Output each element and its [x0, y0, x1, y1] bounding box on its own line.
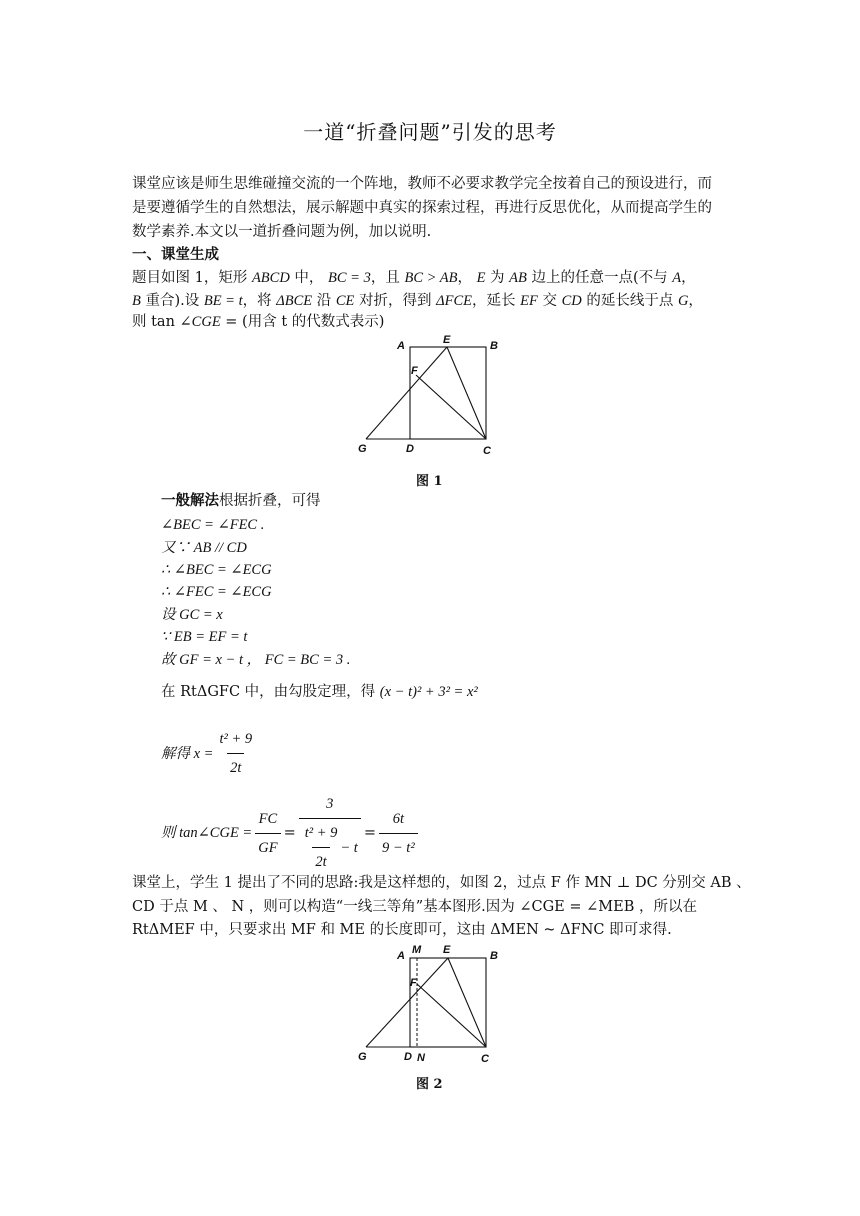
- segment-fc: [416, 375, 486, 439]
- student-line-2: CD 于点 M 、 N ，则可以构造“一线三等角”基本图形.因为 ∠CGE = ∠MEB ，所以在: [132, 899, 697, 915]
- label-c: C: [483, 445, 491, 457]
- solve-line: 解得 x = $\frac{\text{t² + 9}}{2t}$: [161, 727, 258, 780]
- rectangle-abcd: [410, 347, 486, 439]
- problem-line-2: B 重合).设 BE = t，将 ΔBCE 沿 CE 对折，得到 ΔFCE，延长 EF 交 CD 的延长线于点 G，: [132, 293, 703, 309]
- solution-line-7: 故 GF = x − t ， FC = BC = 3 .: [161, 652, 351, 668]
- segment-ec: [447, 347, 486, 439]
- label-m: M: [412, 944, 422, 956]
- figure-2: [352, 938, 512, 1068]
- label-b: B: [490, 950, 498, 962]
- pythagoras-line: 在 RtΔGFC 中，由勾股定理，得 (x − t)² + 3² = x²: [161, 684, 478, 700]
- intro-line-2: 是要遵循学生的自然想法，展示解题中真实的探索过程，再进行反思优化，从而提高学生的: [132, 200, 712, 216]
- solution-heading: 一般解法根据折叠，可得: [161, 492, 321, 509]
- intro-line-3: 数学素养.本文以一道折叠问题为例，加以说明.: [132, 224, 432, 240]
- label-f: F: [410, 977, 417, 989]
- tan-line: 则 tan∠CGE = $\frac{FC}{GF}$ = 3 $\frac{\text{t² + 9}}{2t}$ − t = $\frac{6t}{\text{9 − t²}}$: [161, 792, 421, 874]
- intro-line-1: 课堂应该是师生思维碰撞交流的一个阵地，教师不必要求教学完全按着自己的预设进行，而: [132, 176, 712, 192]
- rectangle-abcd: [410, 958, 486, 1047]
- label-f: F: [411, 365, 418, 377]
- label-a: A: [397, 340, 405, 352]
- problem-line-3: 则 tan ∠CGE = (用含 t 的代数式表示): [132, 314, 385, 330]
- label-g: G: [358, 1051, 367, 1063]
- label-b: B: [490, 340, 498, 352]
- tan-inner-fraction: $\frac{\text{t² + 9}}{2t}$: [302, 821, 341, 874]
- label-e: E: [443, 334, 451, 346]
- tan-fraction-2: 3 $\frac{\text{t² + 9}}{2t}$ − t: [299, 792, 361, 874]
- solution-line-1: ∠BEC = ∠FEC .: [161, 517, 265, 533]
- label-c: C: [481, 1053, 489, 1065]
- tan-fraction-1: $\frac{FC}{GF}$: [255, 807, 280, 860]
- problem-line-1: 题目如图 1，矩形 ABCD 中， BC = 3，且 BC > AB， E 为 AB 边上的任意一点(不与 A，: [132, 270, 696, 286]
- solution-line-6: ∵ EB = EF = t: [161, 629, 248, 645]
- section-heading: 一、课堂生成: [132, 246, 219, 263]
- solution-line-5: 设 GC = x: [161, 607, 223, 623]
- label-d: D: [406, 443, 414, 455]
- label-a: A: [397, 950, 405, 962]
- student-line-3: RtΔMEF 中，只要求出 MF 和 ME 的长度即可，这由 ΔMEN ~ ΔFNC 即可求得.: [132, 922, 672, 938]
- solve-fraction: $\frac{\text{t² + 9}}{2t}$: [216, 727, 255, 780]
- page-title: 一道“折叠问题”引发的思考: [303, 120, 557, 144]
- segment-ge: [366, 958, 448, 1047]
- label-n: N: [417, 1052, 425, 1064]
- figure-1: [352, 330, 512, 460]
- solution-line-2: 又∵ AB // CD: [161, 540, 247, 556]
- tan-fraction-3: $\frac{6t}{\text{9 − t²}}$: [379, 807, 418, 860]
- solution-line-4: ∴ ∠FEC = ∠ECG: [161, 584, 272, 600]
- student-line-1: 课堂上，学生 1 提出了不同的思路:我是这样想的，如图 2，过点 F 作 MN ⊥ DC 分别交 AB 、: [132, 875, 751, 891]
- label-e: E: [443, 944, 451, 956]
- segment-ec: [448, 958, 486, 1047]
- figure-2-caption: 图 2: [416, 1077, 443, 1092]
- segment-ge: [366, 347, 447, 439]
- solution-line-3: ∴ ∠BEC = ∠ECG: [161, 562, 272, 578]
- segment-fc: [417, 984, 486, 1047]
- figure-1-caption: 图 1: [416, 474, 443, 489]
- label-d: D: [404, 1051, 412, 1063]
- label-g: G: [358, 443, 367, 455]
